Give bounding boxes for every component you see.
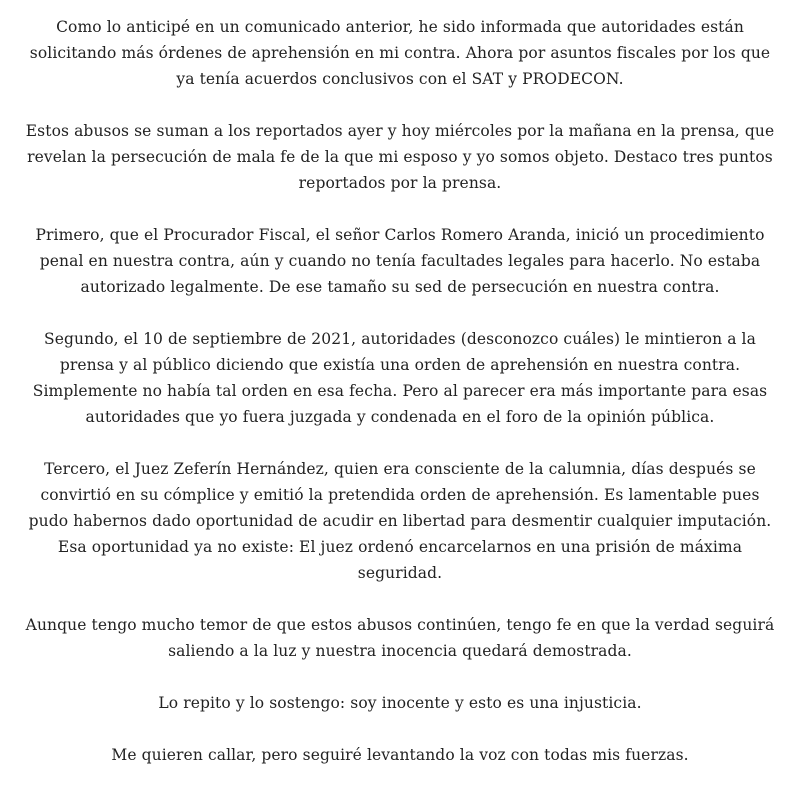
text-line: Segundo, el 10 de septiembre de 2021, autoridades (desconozco cuáles) le mintieron a la	[44, 330, 756, 348]
paragraph-1	[22, 14, 778, 92]
text-line: ya tenía acuerdos conclusivos con el SAT y PRODECON.	[176, 70, 624, 88]
text-line: convirtió en su cómplice y emitió la pretendida orden de aprehensión. Es lamentable pues	[40, 486, 760, 504]
text-line: Estos abusos se suman a los reportados ayer y hoy miércoles por la mañana en la prensa, que	[25, 122, 775, 140]
text-line: prensa y al público diciendo que existía una orden de aprehensión en nuestra contra.	[59, 356, 741, 374]
text-line: solicitando más órdenes de aprehensión en mi contra. Ahora por asuntos fiscales por los que	[29, 44, 771, 62]
text-line: revelan la persecución de mala fe de la que mi esposo y yo somos objeto. Destaco tres puntos	[27, 148, 773, 166]
text-line: pudo habernos dado oportunidad de acudir en libertad para desmentir cualquier imputación.	[28, 512, 772, 530]
paragraph-5	[22, 456, 778, 586]
text-line: Simplemente no había tal orden en esa fecha. Pero al parecer era más importante para esas	[32, 382, 768, 400]
paragraph-3	[22, 222, 778, 300]
paragraph-4	[22, 326, 778, 430]
text-line: reportados por la prensa.	[298, 174, 502, 192]
text-line: saliendo a la luz y nuestra inocencia quedará demostrada.	[168, 642, 632, 660]
paragraph-7	[22, 690, 778, 716]
paragraph-2	[22, 118, 778, 196]
text-line: Esa oportunidad ya no existe: El juez ordenó encarcelarnos en una prisión de máxima	[57, 538, 743, 556]
text-line: Primero, que el Procurador Fiscal, el señor Carlos Romero Aranda, inició un procedimiento	[35, 226, 765, 244]
paragraph-6	[22, 612, 778, 664]
text-line: penal en nuestra contra, aún y cuando no tenía facultades legales para hacerlo. No estaba	[39, 252, 761, 270]
text-line: autoridades que yo fuera juzgada y condenada en el foro de la opinión pública.	[85, 408, 715, 426]
text-line: seguridad.	[357, 564, 443, 582]
statement-body	[0, 14, 800, 768]
text-line: Tercero, el Juez Zeferín Hernández, quien era consciente de la calumnia, días después se	[44, 460, 756, 478]
text-line: Como lo anticipé en un comunicado anterior, he sido informada que autoridades están	[56, 18, 744, 36]
paragraph-8	[22, 742, 778, 768]
text-line: Lo repito y lo sostengo: soy inocente y esto es una injusticia.	[158, 694, 642, 712]
text-line: autorizado legalmente. De ese tamaño su sed de persecución en nuestra contra.	[80, 278, 720, 296]
text-line: Aunque tengo mucho temor de que estos abusos continúen, tengo fe en que la verdad seguirá	[25, 616, 775, 634]
text-line: Me quieren callar, pero seguiré levantando la voz con todas mis fuerzas.	[111, 746, 689, 764]
